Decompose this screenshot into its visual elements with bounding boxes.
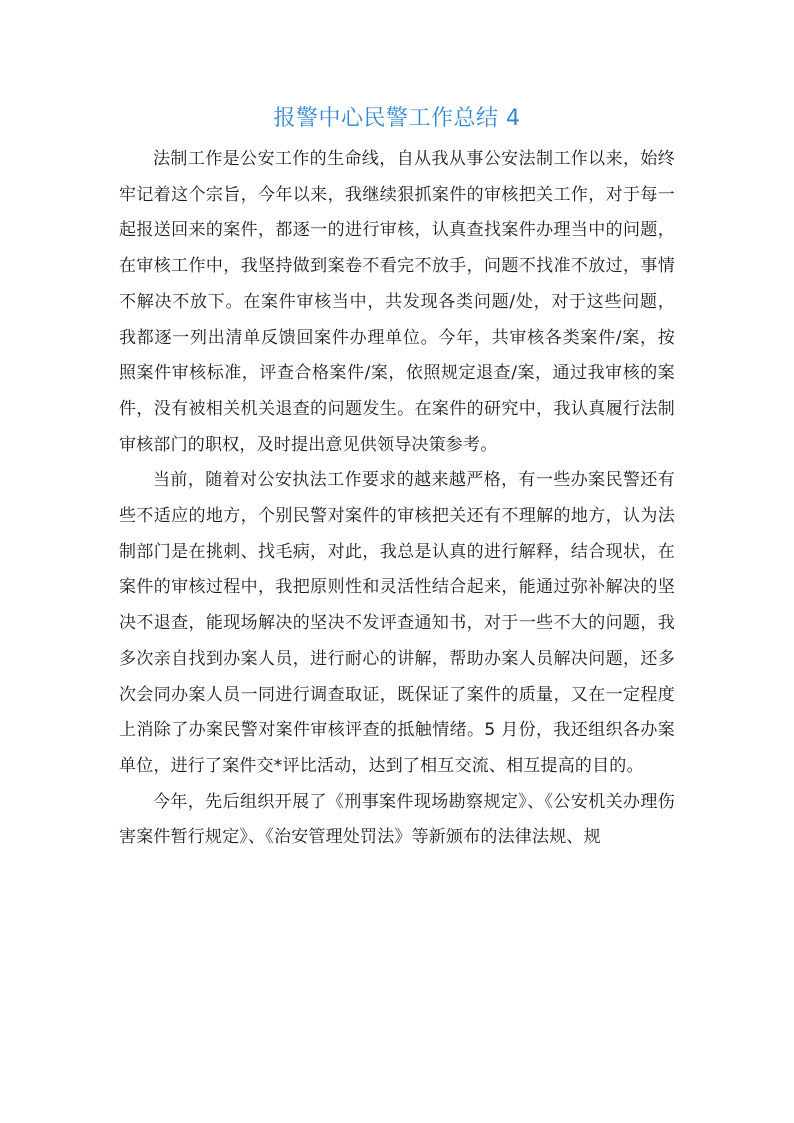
paragraph-1: 法制工作是公安工作的生命线，自从我从事公安法制工作以来，始终牢记着这个宗旨，今年以来，我继续狠抓案件的审核把关工作，对于每一起报送回来的案件，都逐一的进行审核，认真查找案件办理当中的问题，在审核工作中，我坚持做到案卷不看完不放手，问题不找准不放过，事情不解决不放下。在案件审核当中，共发现各类问题/处，对于这些问题，我都逐一列出清单反馈回案件办理单位。今年，共审核各类案件/案，按照案件审核标准，评查合格案件/案，依照规定退查/案，通过我审核的案件，没有被相关机关退查的问题发生。在案件的研究中，我认真履行法制审核部门的职权，及时提出意见供领导决策参考。 <box>119 149 675 455</box>
paragraph-3: 今年，先后组织开展了《刑事案件现场勘察规定》、《公安机关办理伤害案件暂行规定》、《治安管理处罚法》等新颁布的法律法规、规 <box>119 791 675 848</box>
paragraph-2: 当前，随着对公安执法工作要求的越来越严格，有一些办案民警还有些不适应的地方，个别民警对案件的审核把关还有不理解的地方，认为法制部门是在挑刺、找毛病，对此，我总是认真的进行解释，结合现状，在案件的审核过程中，我把原则性和灵活性结合起来，能通过弥补解决的坚决不退查，能现场解决的坚决不发评查通知书，对于一些不大的问题，我多次亲自找到办案人员，进行耐心的讲解，帮助办案人员解决问题，还多次会同办案人员一同进行调查取证，既保证了案件的质量，又在一定程度上消除了办案民警对案件审核评查的抵触情绪。5 月份，我还组织各办案单位，进行了案件交*评比活动，达到了相互交流、相互提高的目的。 <box>119 470 675 776</box>
document-body <box>119 142 675 856</box>
document-title: 报警中心民警工作总结 4 <box>273 106 521 131</box>
